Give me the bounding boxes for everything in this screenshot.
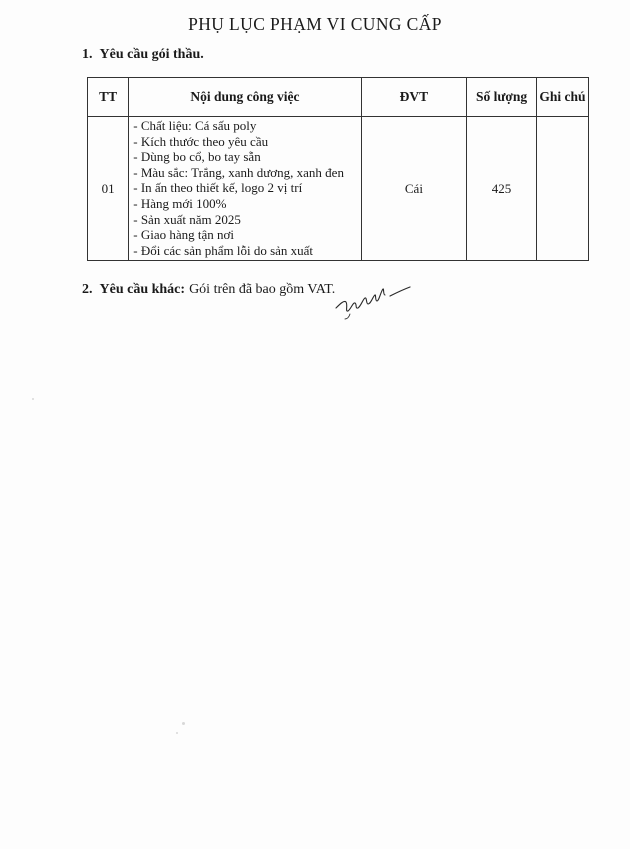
header-content: Nội dung công việc <box>129 78 361 117</box>
section-1-heading <box>82 47 204 63</box>
signature-image <box>330 278 414 320</box>
header-note: Ghi chú <box>536 78 588 117</box>
content-line: - Màu sắc: Trắng, xanh dương, xanh đen <box>133 164 344 180</box>
cell-content <box>129 117 361 261</box>
requirements-table <box>87 77 589 261</box>
content-line: - Hàng mới 100% <box>133 195 227 211</box>
content-line: - In ấn theo thiết kế, logo 2 vị trí <box>133 180 303 196</box>
content-line: - Kích thước theo yêu cầu <box>133 133 269 149</box>
section-1-number: 1. <box>82 47 93 62</box>
content-line: - Giao hàng tận nơi <box>133 227 234 243</box>
document-title: PHỤ LỤC PHẠM VI CUNG CẤP <box>188 14 442 34</box>
header-unit: ĐVT <box>361 78 466 117</box>
content-line: - Sản xuất năm 2025 <box>133 211 241 227</box>
table-header-row <box>88 78 589 117</box>
cell-note <box>536 117 588 261</box>
cell-unit: Cái <box>361 117 466 261</box>
content-line: - Dùng bo cổ, bo tay sẵn <box>133 149 261 165</box>
table-row <box>88 117 589 261</box>
cell-quantity: 425 <box>467 117 537 261</box>
section-1-title: Yêu cầu gói thầu. <box>99 47 204 62</box>
scan-speck <box>32 398 34 400</box>
section-2-label: Yêu cầu khác: <box>99 282 186 297</box>
header-tt: TT <box>88 78 129 117</box>
header-quantity: Số lượng <box>467 78 537 117</box>
cell-tt: 01 <box>88 117 129 261</box>
content-line: - Chất liệu: Cá sấu poly <box>133 118 257 133</box>
section-2-number: 2. <box>82 282 93 297</box>
scan-speck <box>182 722 185 725</box>
content-line: - Đổi các sản phẩm lỗi do sản xuất <box>133 242 314 258</box>
section-2 <box>82 282 335 298</box>
scan-speck <box>176 732 178 734</box>
section-2-text: Gói trên đã bao gồm VAT. <box>189 282 336 297</box>
